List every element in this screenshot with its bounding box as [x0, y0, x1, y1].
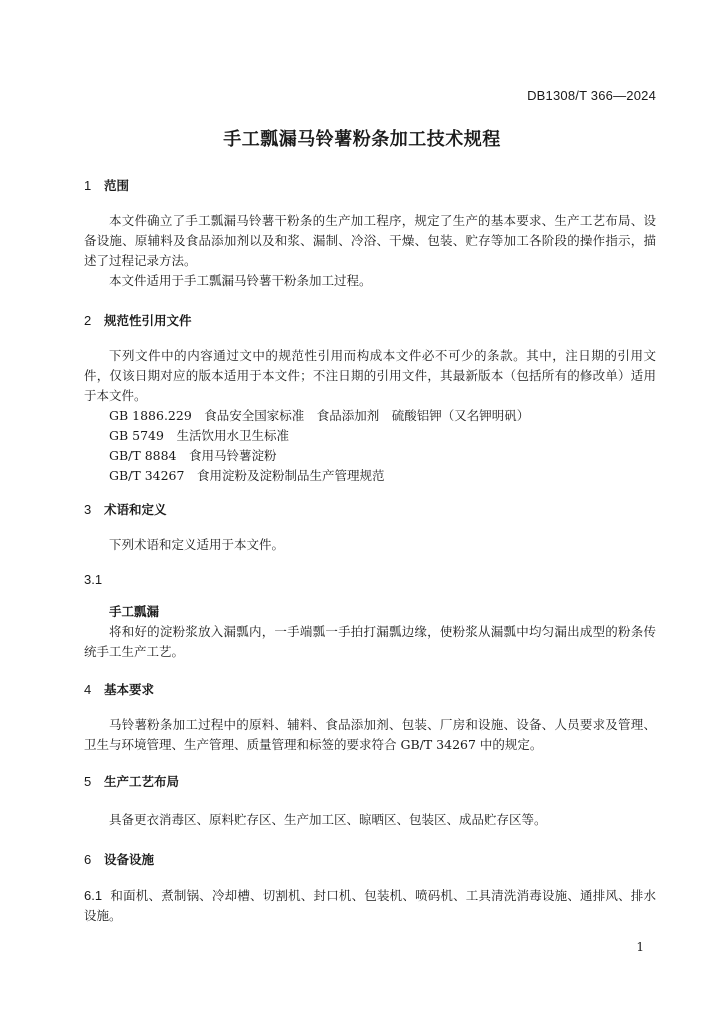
paragraph: 马铃薯粉条加工过程中的原料、辅料、食品添加剂、包装、厂房和设施、设备、人员要求及管理、卫生与环境管理、生产管理、质量管理和标签的要求符合 GB/T 34267 中的规定。 — [84, 717, 656, 752]
section-title: 范围 — [104, 178, 130, 193]
section-title: 规范性引用文件 — [104, 313, 192, 328]
subsection-3-1 — [84, 572, 656, 587]
paragraph: 本文件适用于手工瓢漏马铃薯干粉条加工过程。 — [109, 273, 372, 288]
section-title: 设备设施 — [104, 852, 155, 867]
term-name: 手工瓢漏 — [109, 604, 160, 619]
paragraph: 下列文件中的内容通过文中的规范性引用而构成本文件必不可少的条款。其中，注日期的引用文件，仅该日期对应的版本适用于本文件；不注日期的引用文件，其最新版本（包括所有的修改单）适用于本文件。 — [84, 348, 656, 403]
section-number: 4 — [84, 682, 92, 697]
subsection-number: 6.1 — [84, 888, 103, 903]
section-number: 5 — [84, 774, 92, 789]
reference-item: GB 1886.229 食品安全国家标准 食品添加剂 硫酸铝钾（又名钾明矾） — [109, 408, 530, 423]
subsection-number: 3.1 — [84, 572, 103, 587]
section-4-body — [84, 715, 656, 755]
document-title: 手工瓢漏马铃薯粉条加工技术规程 — [223, 129, 501, 150]
section-2-heading — [84, 311, 656, 329]
section-3-body — [84, 535, 656, 555]
section-5-body — [84, 810, 656, 830]
section-title: 基本要求 — [104, 682, 155, 697]
section-number: 2 — [84, 313, 92, 328]
term-definition: 将和好的淀粉浆放入漏瓢内，一手端瓢一手拍打漏瓢边缘，使粉浆从漏瓢中均匀漏出成型的粉条传统手工生产工艺。 — [84, 624, 656, 659]
section-6-heading — [84, 850, 656, 868]
reference-item: GB 5749 生活饮用水卫生标准 — [109, 428, 289, 443]
section-2-body — [84, 346, 656, 486]
reference-item: GB/T 34267 食用淀粉及淀粉制品生产管理规范 — [109, 468, 385, 483]
term-block — [84, 602, 656, 662]
section-4-heading — [84, 680, 656, 698]
section-number: 3 — [84, 502, 92, 517]
section-1-heading — [84, 176, 656, 194]
paragraph: 下列术语和定义适用于本文件。 — [109, 537, 285, 552]
reference-item: GB/T 8884 食用马铃薯淀粉 — [109, 448, 277, 463]
section-title: 生产工艺布局 — [104, 774, 180, 789]
paragraph: 具备更衣消毒区、原料贮存区、生产加工区、晾晒区、包装区、成品贮存区等。 — [109, 812, 547, 827]
paragraph: 和面机、煮制锅、冷却槽、切割机、封口机、包装机、喷码机、工具清洗消毒设施、通排风、排水设施。 — [84, 888, 656, 923]
document-code: DB1308/T 366—2024 — [527, 88, 656, 103]
section-6-1 — [84, 886, 656, 926]
paragraph: 本文件确立了手工瓢漏马铃薯干粉条的生产加工程序，规定了生产的基本要求、生产工艺布局、设备设施、原辅料及食品添加剂以及和浆、漏制、冷浴、干燥、包装、贮存等加工各阶段的操作指示，描述了过程记录方法。 — [84, 213, 656, 268]
section-5-heading — [84, 772, 656, 790]
section-3-heading — [84, 500, 656, 518]
section-number: 1 — [84, 178, 92, 193]
section-number: 6 — [84, 852, 92, 867]
page-number: 1 — [636, 940, 644, 954]
section-1-body — [84, 211, 656, 291]
section-title: 术语和定义 — [104, 502, 167, 517]
